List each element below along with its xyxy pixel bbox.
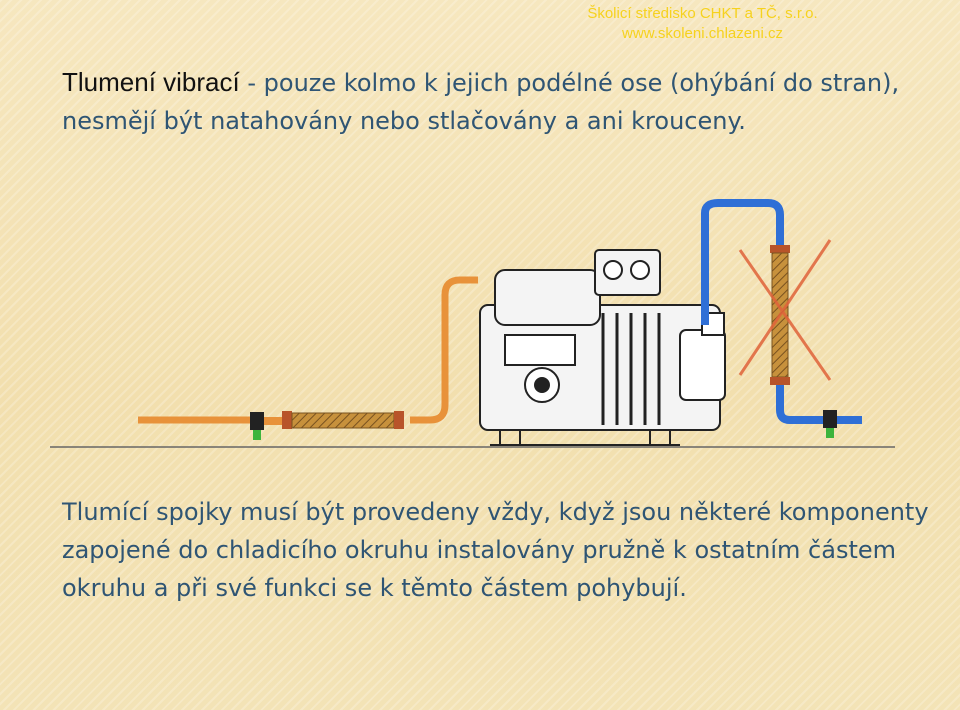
header-org: Školicí středisko CHKT a TČ, s.r.o.: [587, 5, 818, 22]
intro-paragraph: [62, 63, 922, 140]
intro-text: - pouze kolmo k jejich podélné ose (ohýbání do stran), nesmějí být natahovány nebo stlačovány a ani krouceny.: [62, 69, 900, 135]
bottom-paragraph: Tlumící spojky musí být provedeny vždy, když jsou některé komponenty zapojené do chladicího okruhu instalovány pružně k ostatním částem okruhu a při své funkci se k těmto částem pohybují.: [62, 498, 929, 602]
intro-lead: Tlumení vibrací: [62, 67, 240, 97]
header: [445, 4, 960, 44]
compressor-icon: [480, 250, 725, 445]
flexible-hose: [264, 411, 404, 429]
header-url: www.skoleni.chlazeni.cz: [622, 25, 783, 42]
compressor-diagram: [50, 195, 895, 465]
